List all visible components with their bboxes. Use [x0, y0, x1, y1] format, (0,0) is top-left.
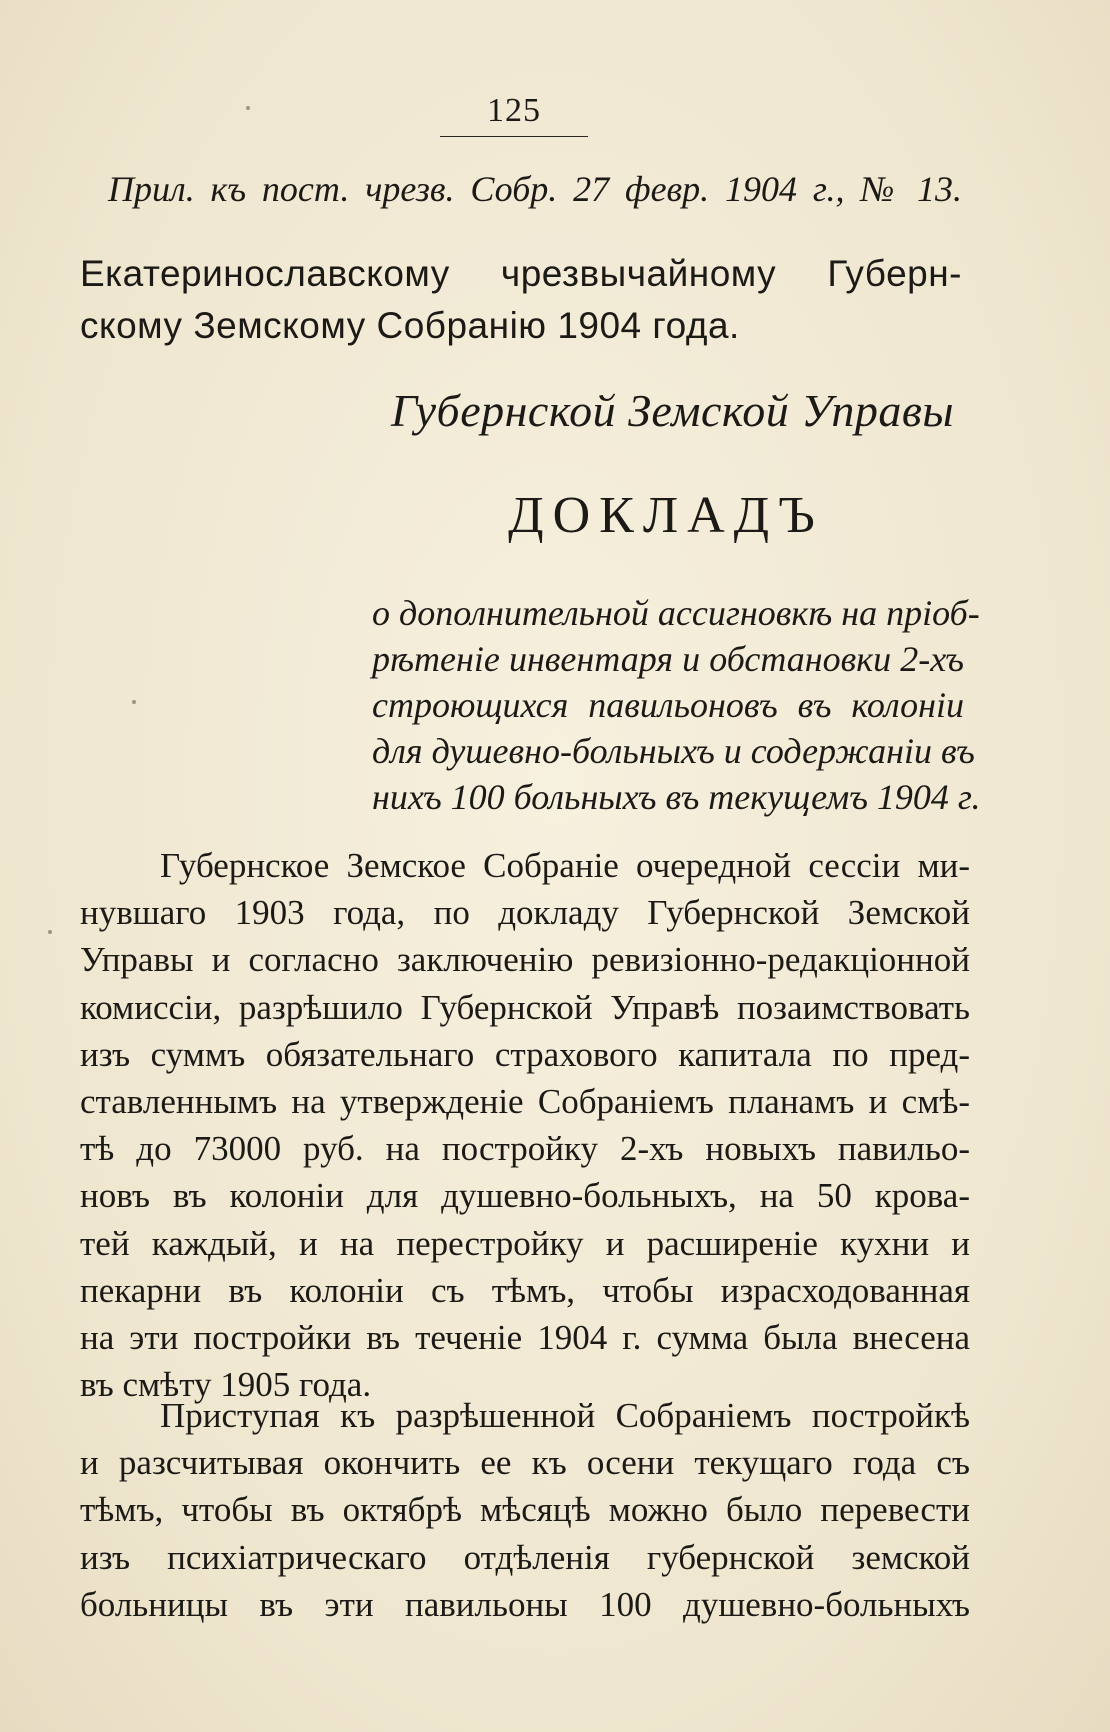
text-line: изъ психіатрическаго отдѣленія губернской земской	[80, 1537, 970, 1577]
report-subject	[372, 590, 981, 820]
text-line: ставленнымъ на утвержденіе Собраніемъ планамъ и смѣ-	[80, 1082, 970, 1122]
body-paragraph-1	[80, 842, 970, 1408]
addressee-line: Екатеринославскому чрезвычайному Губерн-	[80, 253, 962, 294]
appendix-reference: Прил. къ пост. чрезв. Собр. 27 февр. 1904 г., № 13.	[108, 169, 962, 209]
text-line: Управы и согласно заключенію ревизіонно-редакціонной	[80, 940, 970, 980]
text-line: новъ въ колоніи для душевно-больныхъ, на 50 крова-	[80, 1176, 970, 1216]
text-line: и разсчитывая окончить ее къ осени текущаго года съ	[80, 1443, 970, 1483]
text-line: больницы въ эти павильоны 100 душевно-больныхъ	[80, 1584, 970, 1624]
text-line: тѣмъ, чтобы въ октябрѣ мѣсяцѣ можно было перевести	[80, 1490, 970, 1530]
subject-line: нихъ 100 больныхъ въ текущемъ 1904 г.	[372, 777, 981, 817]
text-line: комиссіи, разрѣшило Губернской Управѣ позаимствовать	[80, 987, 970, 1027]
text-line: въ смѣту 1905 года.	[80, 1365, 372, 1405]
board-title: Губернской Земской Управы	[390, 385, 954, 436]
page-number: 125	[487, 92, 541, 129]
text-line: тей каждый, и на перестройку и расширеніе кухни и	[80, 1223, 970, 1263]
addressee-heading	[80, 248, 962, 352]
body-paragraph-2	[80, 1392, 970, 1628]
text-line: пекарни въ колоніи съ тѣмъ, чтобы израсходованная	[80, 1270, 970, 1310]
subject-line: строющихся павильоновъ въ колоніи	[372, 685, 964, 725]
ink-speck	[246, 106, 250, 110]
addressee-line: скому Земскому Собранію 1904 года.	[80, 305, 740, 346]
ink-speck	[132, 700, 136, 704]
ink-speck	[48, 930, 52, 934]
text-line: Приступая къ разрѣшенной Собраніемъ постройкѣ	[160, 1396, 970, 1435]
text-line: изъ суммъ обязательнаго страхового капитала по пред-	[80, 1034, 970, 1074]
subject-line: рѣтеніе инвентаря и обстановки 2-хъ	[372, 639, 964, 679]
text-line: Губернское Земское Собраніе очередной сессіи ми-	[160, 846, 970, 885]
page-number-rule	[440, 136, 588, 137]
text-line: тѣ до 73000 руб. на постройку 2-хъ новыхъ павильо-	[80, 1129, 970, 1169]
document-title: ДОКЛАДЪ	[508, 487, 824, 544]
text-line: нувшаго 1903 года, по докладу Губернской Земской	[80, 893, 970, 933]
subject-line: о дополнительной ассигновкѣ на пріоб-	[372, 593, 980, 633]
subject-line: для душевно-больныхъ и содержаніи въ	[372, 731, 975, 771]
text-line: на эти постройки въ теченіе 1904 г. сумма была внесена	[80, 1318, 970, 1358]
